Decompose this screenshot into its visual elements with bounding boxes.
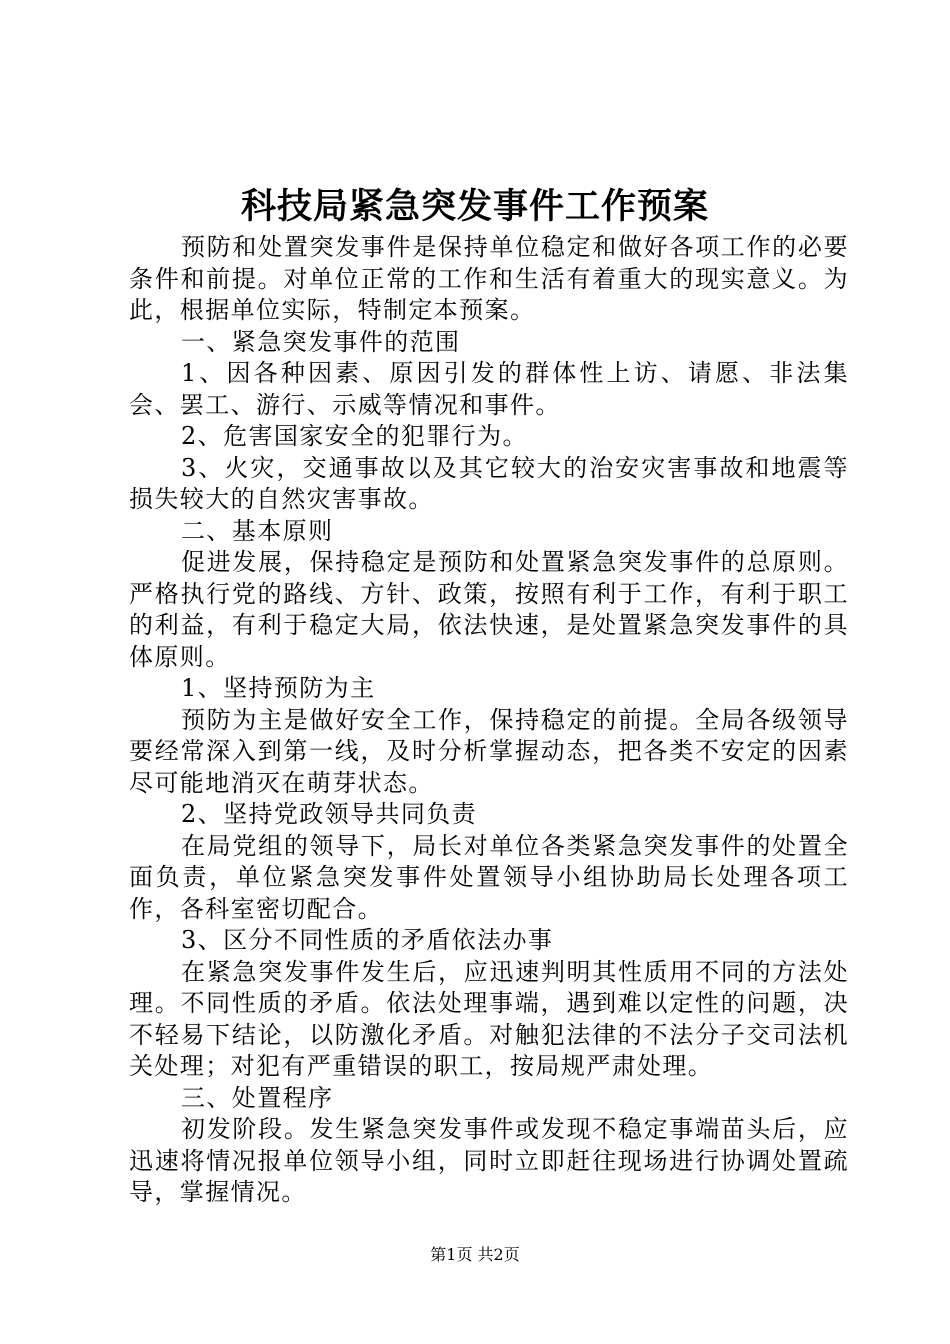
paragraph-leadership: 在局党组的领导下，局长对单位各类紧急突发事件的处置全面负责，单位紧急突发事件处置领导小组协助局长处理各项工作，各科室密切配合。 bbox=[129, 831, 849, 923]
document-title: 科技局紧急突发事件工作预案 bbox=[240, 186, 709, 227]
paragraph-principles: 促进发展，保持稳定是预防和处置紧急突发事件的总原则。严格执行党的路线、方针、政策，按照有利于工作，有利于职工的利益，有利于稳定大局，依法快速，是处置紧急突发事件的具体原则。 bbox=[129, 548, 849, 671]
paragraph-initial-stage: 初发阶段。发生紧急突发事件或发现不稳定事端苗头后，应迅速将情况报单位领导小组，同时立即赶往现场进行协调处置疏导，掌握情况。 bbox=[129, 1115, 849, 1206]
paragraph-contradictions: 在紧急突发事件发生后，应迅速判明其性质用不同的方法处理。不同性质的矛盾。依法处理事端，遇到难以定性的问题，决不轻易下结论，以防激化矛盾。对触犯法律的不法分子交司法机关处理；对犯有严重错误的职工，按局规严肃处理。 bbox=[129, 957, 849, 1080]
subheading-contradictions: 3、区分不同性质的矛盾依法办事 bbox=[181, 926, 554, 954]
list-item-scope-2: 2、危害国家安全的犯罪行为。 bbox=[181, 422, 528, 450]
list-item-scope-3: 3、火灾，交通事故以及其它较大的治安灾害事故和地震等损失较大的自然灾害事故。 bbox=[129, 453, 849, 513]
subheading-leadership: 2、坚持党政领导共同负责 bbox=[181, 800, 478, 828]
heading-procedure: 三、处置程序 bbox=[181, 1083, 334, 1112]
document-body bbox=[129, 232, 849, 1209]
heading-principles: 二、基本原则 bbox=[181, 516, 334, 545]
list-item-scope-1: 1、因各种因素、原因引发的群体性上访、请愿、非法集会、罢工、游行、示威等情况和事件。 bbox=[129, 359, 849, 419]
heading-scope: 一、紧急突发事件的范围 bbox=[181, 327, 461, 356]
paragraph-prevention: 预防为主是做好安全工作，保持稳定的前提。全局各级领导要经常深入到第一线，及时分析掌握动态，把各类不安定的因素尽可能地消灭在萌芽状态。 bbox=[129, 705, 849, 797]
paragraph-intro: 预防和处置突发事件是保持单位稳定和做好各项工作的必要条件和前提。对单位正常的工作和生活有着重大的现实意义。为此，根据单位实际，特制定本预案。 bbox=[129, 233, 849, 324]
page-number-footer: 第1页 共2页 bbox=[430, 1245, 520, 1264]
subheading-prevention: 1、坚持预防为主 bbox=[181, 674, 376, 702]
